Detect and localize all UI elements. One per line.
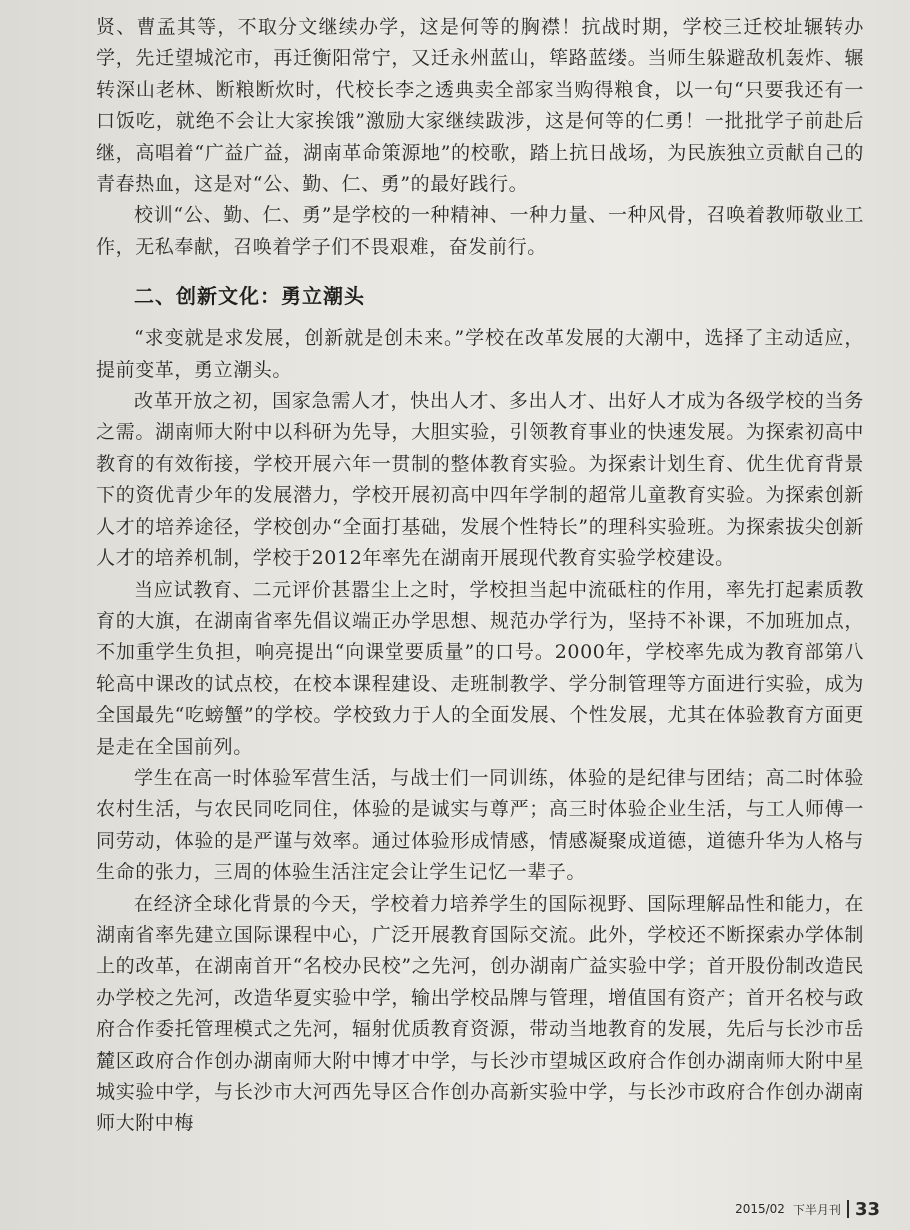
paragraph-quality-education: 当应试教育、二元评价甚嚣尘上之时，学校担当起中流砥柱的作用，率先打起素质教育的大旗，在湖南省率先倡议端正办学思想、规范办学行为，坚持不补课，不加班加点，不加重学生负担，响亮提出“向课堂要质量”的口号。2000年，学校率先成为教育部第八轮高中课改的试点校，在校本课程建设、走班制教学、学分制管理等方面进行实验，成为全国最先“吃螃蟹”的学校。学校致力于人的全面发展、个性发展，尤其在体验教育方面更是走在全国前列。: [96, 578, 864, 758]
footer-divider: [847, 1200, 849, 1218]
page-footer: [735, 1196, 880, 1222]
paragraph-globalization: 在经济全球化背景的今天，学校着力培养学生的国际视野、国际理解品性和能力，在湖南省率先建立国际课程中心，广泛开展教育国际交流。此外，学校还不断探索办学体制上的改革，在湖南首开“名校办民校”之先河，创办湖南广益实验中学；首开股份制改造民办学校之先河，改造华夏实验中学，输出学校品牌与管理，增值国有资产；首开名校与政府合作委托管理模式之先河，辐射优质教育资源，带动当地教育的发展，先后与长沙市岳麓区政府合作创办湖南师大附中博才中学，与长沙市望城区政府合作创办湖南师大附中星城实验中学，与长沙市大河西先导区合作创办高新实验中学，与长沙市政府合作创办湖南师大附中梅: [96, 892, 864, 1135]
issue-series: 下半月刊: [792, 1202, 841, 1217]
paragraph-motto: 校训“公、勤、仁、勇”是学校的一种精神、一种力量、一种风骨，召唤着教师敬业工作，无私奉献，召唤着学子们不畏艰难，奋发前行。: [96, 204, 864, 258]
section-heading: 二、创新文化：勇立潮头: [134, 284, 365, 309]
paragraph-reform: 改革开放之初，国家急需人才，快出人才、多出人才、出好人才成为各级学校的当务之需。湖南师大附中以科研为先导，大胆实验，引领教育事业的快速发展。为探索初高中教育的有效衔接，学校开展六年一贯制的整体教育实验。为探索计划生育、优生优育背景下的资优青少年的发展潜力，学校开展初高中四年学制的超常儿童教育实验。为探索创新人才的培养途径，学校创办“全面打基础，发展个性特长”的理科实验班。为探索拔尖创新人才的培养机制，学校于2012年率先在湖南开展现代教育实验学校建设。: [96, 390, 864, 570]
paragraph-history: 贤、曹孟其等，不取分文继续办学，这是何等的胸襟！抗战时期，学校三迁校址辗转办学，先迁望城沱市，再迁衡阳常宁，又迁永州蓝山，筚路蓝缕。当师生躲避敌机轰炸、辗转深山老林、断粮断炊时，代校长李之透典卖全部家当购得粮食，以一句“只要我还有一口饭吃，就绝不会让大家挨饿”激励大家继续跋涉，这是何等的仁勇！一批批学子前赴后继，高唱着“广益广益，湖南革命策源地”的校歌，踏上抗日战场，为民族独立贡献自己的青春热血，这是对“公、勤、仁、勇”的最好践行。: [96, 16, 864, 196]
page-number: 33: [854, 1198, 880, 1220]
paragraph-experience: 学生在高一时体验军营生活，与战士们一同训练，体验的是纪律与团结；高二时体验农村生活，与农民同吃同住，体验的是诚实与尊严；高三时体验企业生活，与工人师傅一同劳动，体验的是严谨与效率。通过体验形成情感，情感凝聚成道德，道德升华为人格与生命的张力，三周的体验生活注定会让学生记忆一辈子。: [96, 766, 864, 884]
text-column: [96, 12, 864, 1140]
paragraph-intro: “求变就是求发展，创新就是创未来。”学校在改革发展的大潮中，选择了主动适应，提前变革，勇立潮头。: [96, 327, 864, 381]
issue-date: 2015/02: [735, 1202, 785, 1216]
